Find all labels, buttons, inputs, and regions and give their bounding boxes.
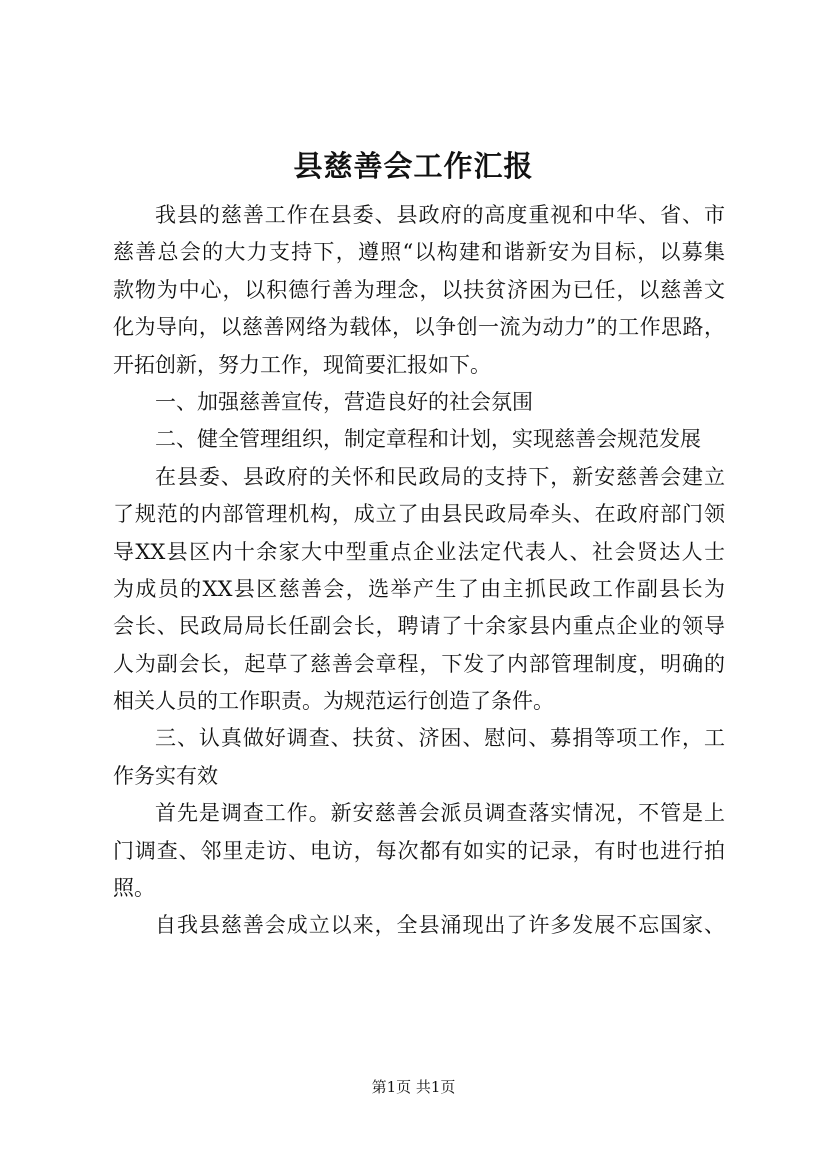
paragraph-line: 自我县慈善会成立以来，全县涌现出了许多发展不忘国家、: [155, 913, 725, 938]
paragraph-line: 化为导向，以慈善网络为载体，以争创一流为动力”的工作思路，: [113, 315, 725, 340]
section-heading: 一、加强慈善宣传，营造良好的社会氛围: [155, 389, 533, 414]
paragraph-line: 相关人员的工作职责。为规范运行创造了条件。: [113, 689, 554, 714]
section-heading: 作务实有效: [113, 763, 218, 788]
paragraph-line: 开拓创新，努力工作，现简要汇报如下。: [113, 352, 491, 377]
document-title: 县慈善会工作汇报: [293, 149, 534, 183]
paragraph-line: 了规范的内部管理机构，成立了由县民政局牵头、在政府部门领: [113, 502, 725, 527]
paragraph-line: 我县的慈善工作在县委、县政府的高度重视和中华、省、市: [155, 203, 725, 227]
paragraph-line: 为成员的XX县区慈善会，选举产生了由主抓民政工作副县长为: [113, 576, 725, 601]
paragraph-line: 人为副会长，起草了慈善会章程，下发了内部管理制度，明确的: [113, 651, 725, 676]
section-heading: 三、认真做好调查、扶贫、济困、慰问、募捐等项工作，工: [155, 726, 725, 751]
paragraph-line: 门调查、邻里走访、电访，每次都有如实的记录，有时也进行拍: [113, 838, 725, 863]
paragraph-line: 在县委、县政府的关怀和民政局的支持下，新安慈善会建立: [155, 464, 725, 489]
paragraph-line: 款物为中心，以积德行善为理念，以扶贫济困为已任，以慈善文: [113, 277, 725, 302]
paragraph-line: 首先是调查工作。新安慈善会派员调查落实情况，不管是上: [155, 801, 725, 826]
paragraph-line: 照。: [113, 876, 155, 901]
paragraph-line: 慈善总会的大力支持下，遵照“以构建和谐新安为目标，以募集: [113, 240, 725, 265]
section-heading: 二、健全管理组织，制定章程和计划，实现慈善会规范发展: [155, 427, 701, 452]
paragraph-line: 会长、民政局局长任副会长，聘请了十余家县内重点企业的领导: [113, 614, 725, 639]
document-body: [113, 197, 725, 945]
page-footer: 第1页 共1页: [371, 1078, 456, 1096]
paragraph-line: 导XX县区内十余家大中型重点企业法定代表人、社会贤达人士: [113, 539, 725, 564]
